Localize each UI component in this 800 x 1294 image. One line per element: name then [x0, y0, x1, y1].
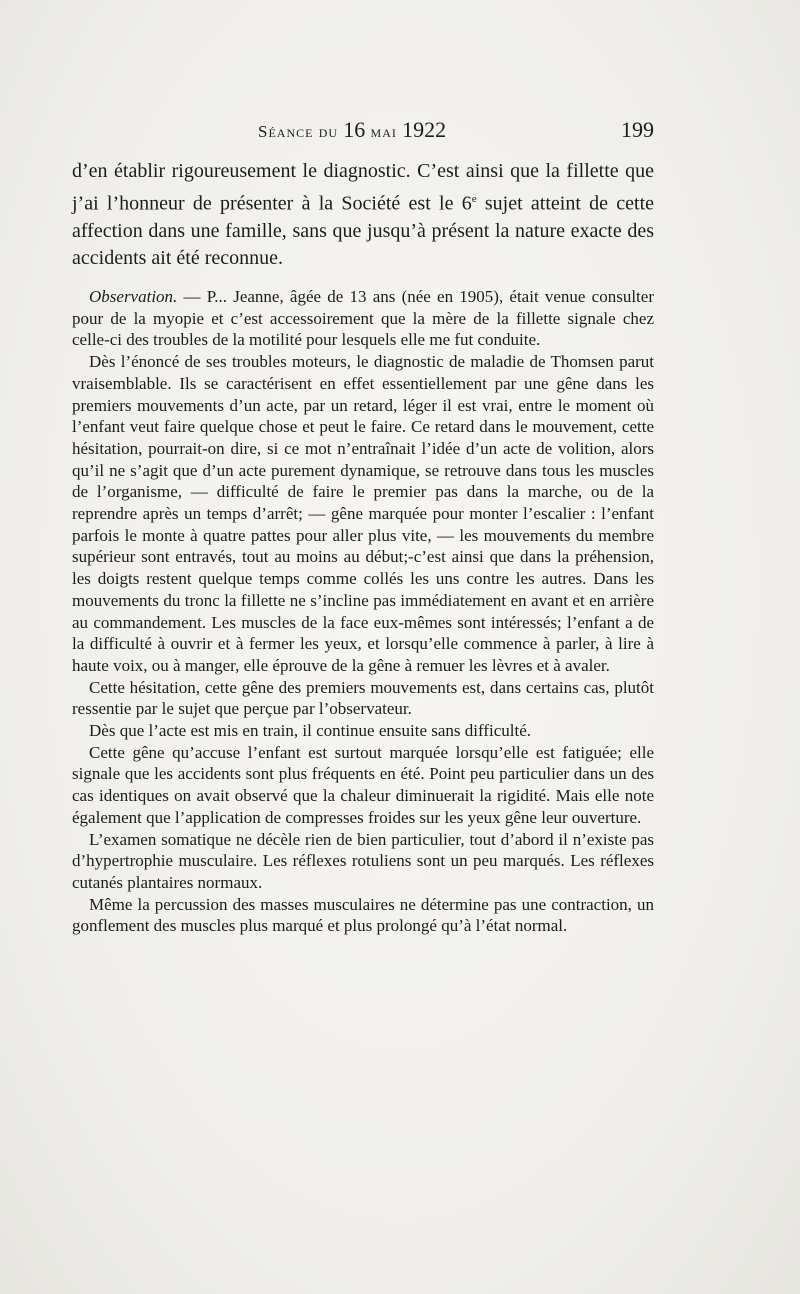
page-number: 199 [621, 117, 654, 142]
body-paragraph: Cette gêne qu’accuse l’enfant est surtout marquée lorsqu’elle est fatiguée; elle signale que les accidents sont plus fréquents en été. Point peu particulier dans un des cas identiques on avait observé que la chaleur diminuerait la rigidité. Mais elle note également que l’application de compresses froides sur les yeux gêne leur ouverture. [72, 742, 654, 827]
body-paragraph: L’examen somatique ne décèle rien de bien particulier, tout d’abord il n’existe pas d’hypertrophie musculaire. Les réflexes rotuliens sont un peu marqués. Les réflexes cutanés plantaires normaux. [72, 829, 654, 892]
intro-paragraph [72, 158, 654, 273]
body-paragraph: Même la percussion des masses musculaires ne détermine pas une contraction, un gonflement des muscles plus marqué et plus prolongé qu’à l’état normal. [72, 894, 654, 936]
body-paragraph: Cette hésitation, cette gêne des premiers mouvements est, dans certains cas, plutôt ressentie par le sujet que perçue par l’observateur. [72, 677, 654, 719]
intro-text-b: sujet atteint de cette affection dans une famille, sans que jusqu’à présent la nature exacte des accidents ait été reconnue. [72, 192, 655, 270]
observation-paragraph [72, 286, 654, 351]
running-header [72, 117, 654, 147]
body-paragraph: Dès que l’acte est mis en train, il continue ensuite sans difficulté. [89, 721, 532, 741]
header-title-day: 16 [343, 117, 366, 142]
header-title-month: mai [370, 122, 397, 141]
header-title-prefix: Séance du [258, 122, 339, 141]
header-title-year: 1922 [402, 117, 447, 142]
observation-text: — P... Jeanne, âgée de 13 ans (née en 1905), était venue consulter pour de la myopie et c’est accessoirement que la mère de la fillette signale chez celle-ci des troubles de la motilité pour lesquels elle me fut conduite. [72, 287, 654, 350]
header-title [258, 117, 446, 143]
intro-text-a: d’en établir rigoureusement le diagnostic. C’est ainsi que la fillette que j’ai l’honneur de présenter à la Société est le 6 [72, 160, 654, 215]
body-paragraph: Dès l’énoncé de ses troubles moteurs, le diagnostic de maladie de Thomsen parut vraisemblable. Ils se caractérisent en effet essentiellement par une gêne dans les premiers mouvements d’un acte, par un retard, léger il est vrai, entre le moment où l’enfant veut faire quelque chose et peut le faire. Ce retard dans le mouvement, cette hésitation, pourrait-on dire, si ce mot n’entraînait l’idée d’un acte de volition, alors qu’il ne s’agit que d’un acte purement dynamique, se retrouve dans tous les muscles de l’organisme, — difficulté de faire le premier pas dans la marche, ou de la reprendre après un temps d’arrêt; — gêne marquée pour monter l’escalier : l’enfant parfois le monte à quatre pattes pour aller plus vite, — les mouvements du membre supérieur sont entravés, tout au moins au début;-c’est ainsi que dans la préhension, les doigts restent quelque temps comme collés les uns contre les autres. Dans les mouvements du tronc la fillette ne s’incline pas immédiatement en avant et en arrière au commandement. Les muscles de la face eux-mêmes sont intéressés; l’enfant a de la difficulté à ouvrir et à fermer les yeux, et lorsqu’elle commence à parler, à lire à haute voix, ou à manger, elle éprouve de la gêne à remuer les lèvres et à avaler. [72, 352, 654, 675]
intro-superscript: e [471, 192, 477, 205]
observation-section [72, 286, 654, 937]
observation-label: Observation. [89, 287, 178, 306]
